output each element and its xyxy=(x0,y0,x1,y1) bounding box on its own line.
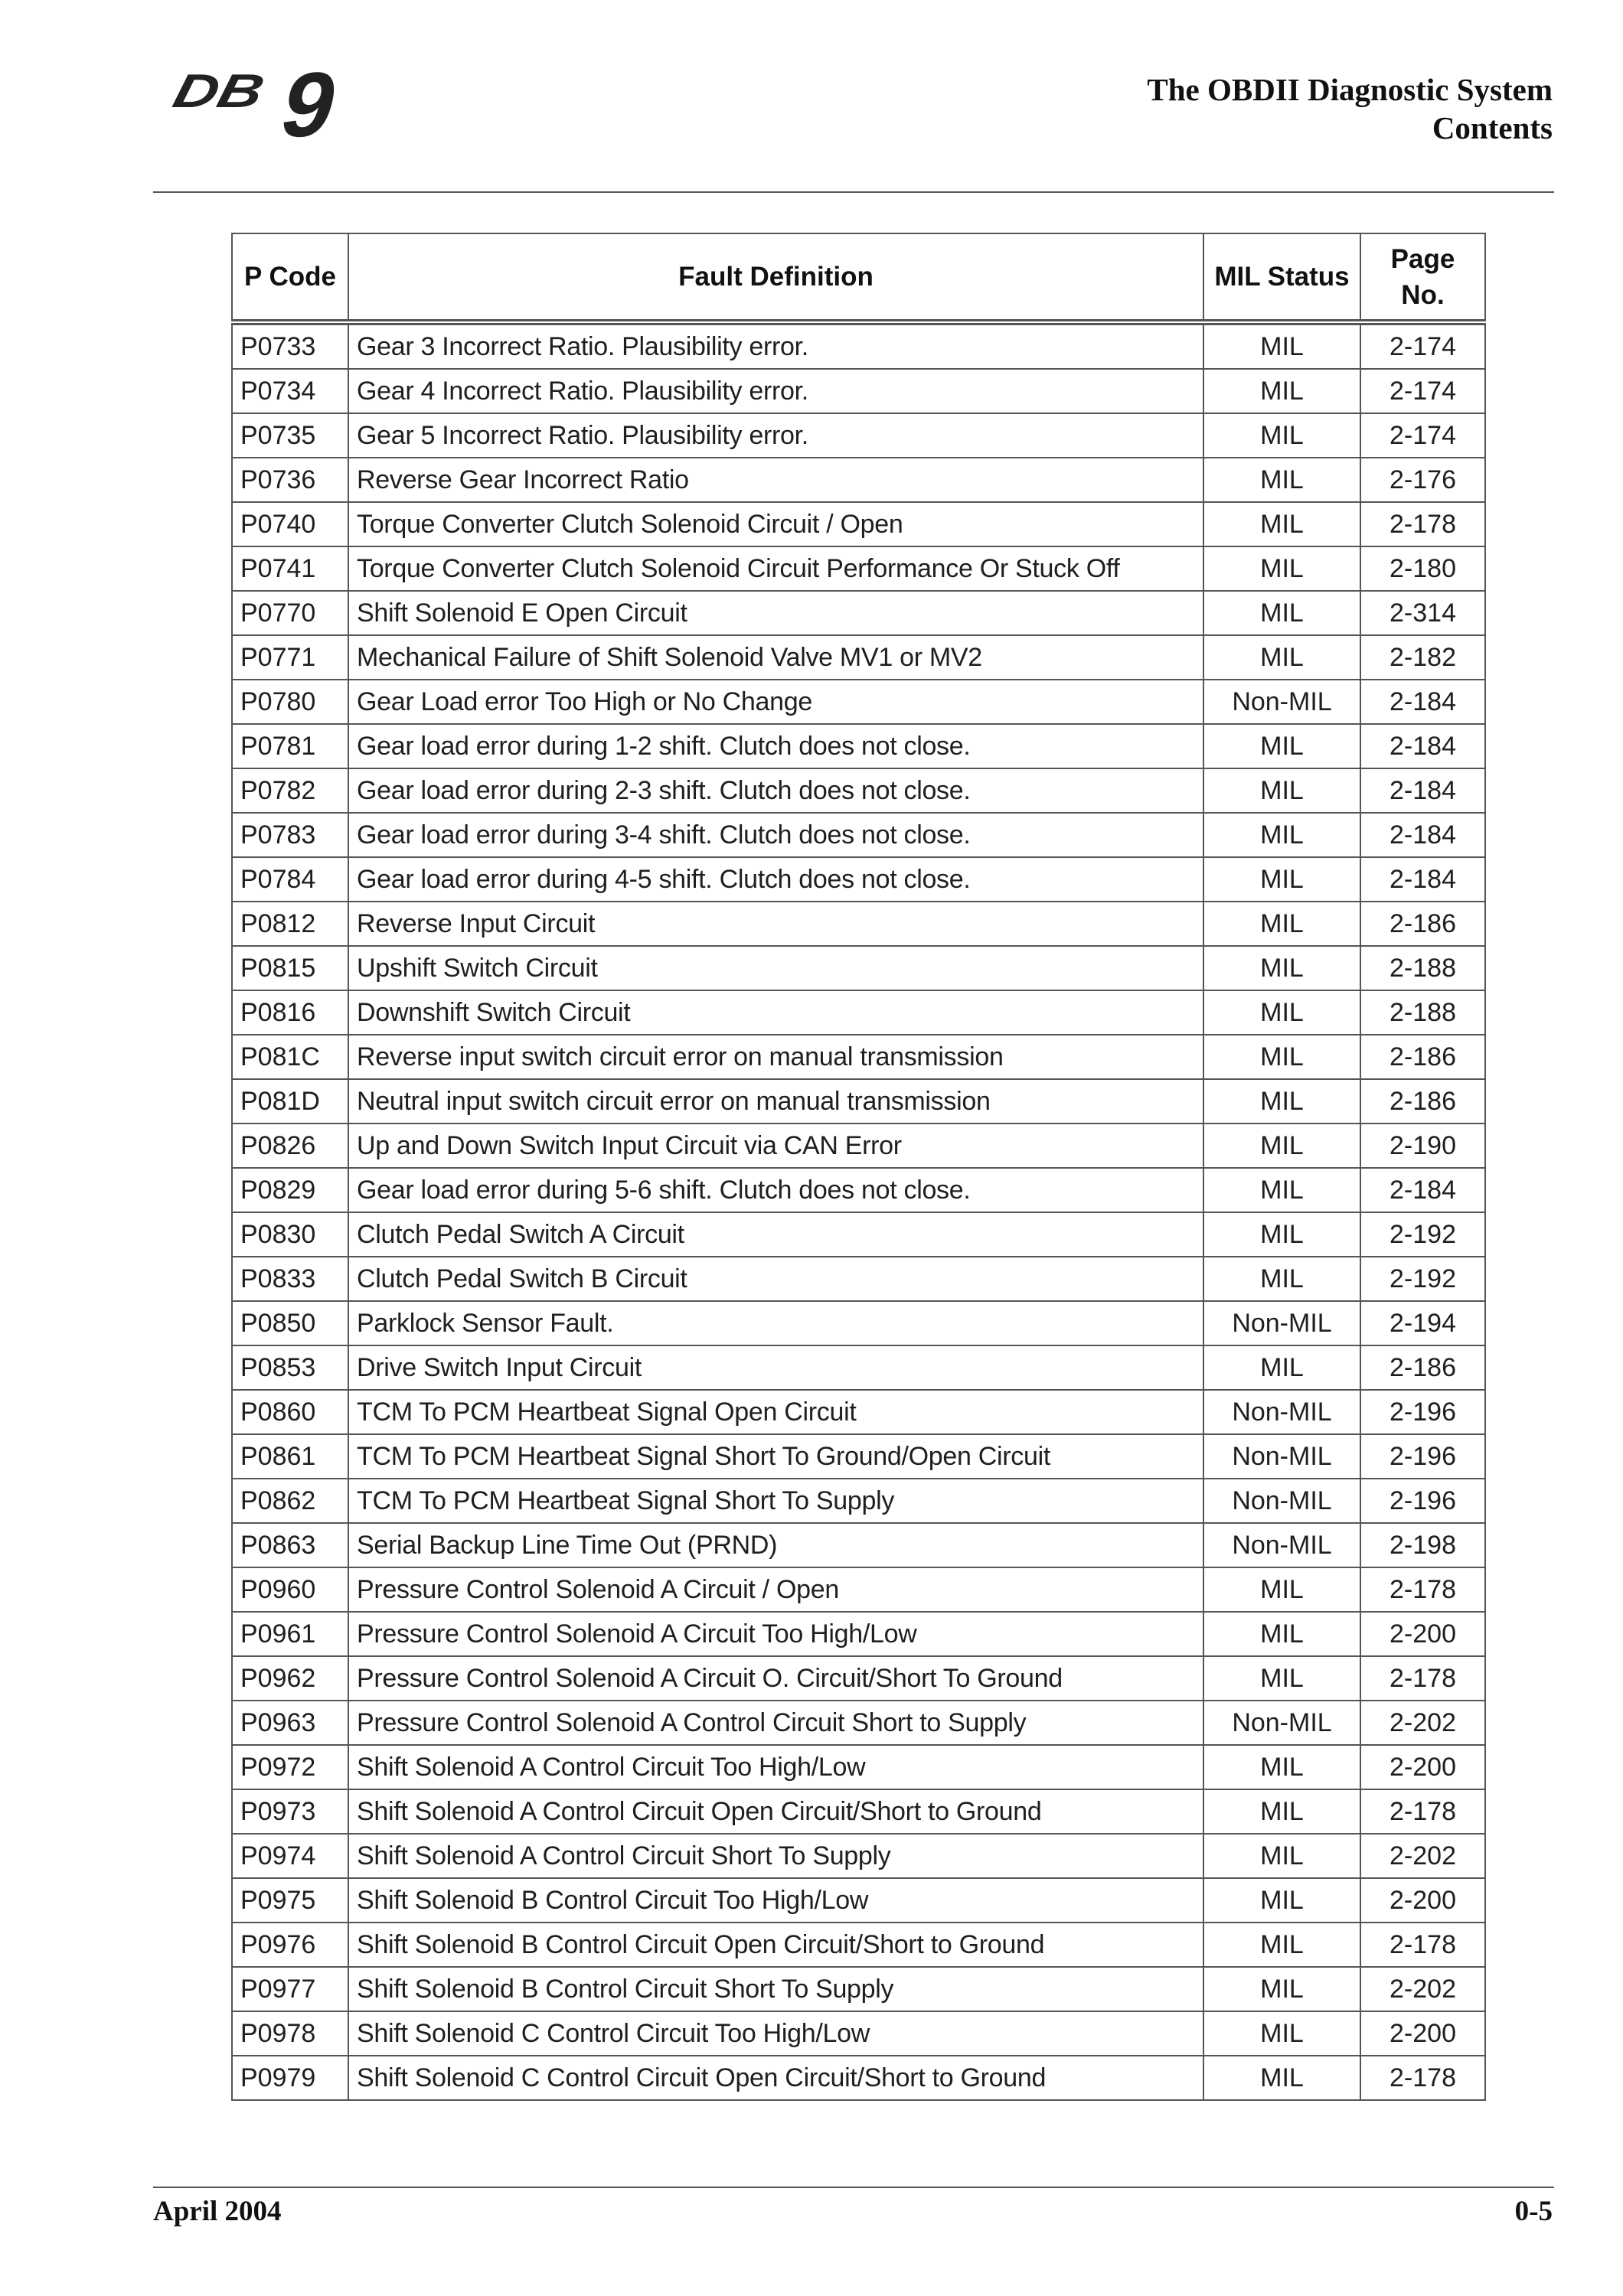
mil-status-cell: Non-MIL xyxy=(1203,1701,1360,1745)
page-number-cell: 2-194 xyxy=(1360,1301,1485,1345)
fault-code-cell: P0734 xyxy=(232,369,348,413)
fault-code-cell: P0733 xyxy=(232,322,348,369)
table-row xyxy=(232,1301,1485,1345)
fault-code-cell: P0976 xyxy=(232,1923,348,1967)
mil-status-cell: MIL xyxy=(1203,1656,1360,1701)
footer-date: April 2004 xyxy=(153,2196,282,2227)
page-number-cell: 2-184 xyxy=(1360,1168,1485,1212)
table-row xyxy=(232,680,1485,724)
column-header-mil: MIL Status xyxy=(1203,233,1360,322)
page-number-cell: 2-186 xyxy=(1360,1345,1485,1390)
page-number-cell: 2-198 xyxy=(1360,1523,1485,1567)
fault-code-cell: P0736 xyxy=(232,458,348,502)
fault-definition-cell: Parklock Sensor Fault. xyxy=(348,1301,1203,1345)
fault-code-cell: P0829 xyxy=(232,1168,348,1212)
table-row xyxy=(232,2011,1485,2056)
fault-definition-cell: Gear load error during 1-2 shift. Clutch does not close. xyxy=(348,724,1203,768)
table-row xyxy=(232,857,1485,902)
mil-status-cell: MIL xyxy=(1203,768,1360,813)
fault-code-cell: P0816 xyxy=(232,990,348,1035)
fault-code-cell: P0977 xyxy=(232,1967,348,2011)
table-row xyxy=(232,546,1485,591)
fault-code-cell: P0853 xyxy=(232,1345,348,1390)
table-row xyxy=(232,413,1485,458)
page-number-cell: 2-202 xyxy=(1360,1701,1485,1745)
fault-code-cell: P0780 xyxy=(232,680,348,724)
table-row xyxy=(232,813,1485,857)
fault-code-cell: P0979 xyxy=(232,2056,348,2100)
mil-status-cell: MIL xyxy=(1203,1923,1360,1967)
page-number-cell: 2-174 xyxy=(1360,322,1485,369)
fault-definition-cell: Neutral input switch circuit error on manual transmission xyxy=(348,1079,1203,1124)
page-number-cell: 2-178 xyxy=(1360,1567,1485,1612)
fault-code-cell: P0861 xyxy=(232,1434,348,1479)
table-row xyxy=(232,1923,1485,1967)
fault-code-cell: P0784 xyxy=(232,857,348,902)
table-row xyxy=(232,1789,1485,1834)
page-number-cell: 2-178 xyxy=(1360,1789,1485,1834)
fault-definition-cell: TCM To PCM Heartbeat Signal Short To Supply xyxy=(348,1479,1203,1523)
fault-code-cell: P0973 xyxy=(232,1789,348,1834)
mil-status-cell: MIL xyxy=(1203,1124,1360,1168)
fault-definition-cell: Shift Solenoid A Control Circuit Short To Supply xyxy=(348,1834,1203,1878)
fault-code-cell: P0826 xyxy=(232,1124,348,1168)
column-header-definition: Fault Definition xyxy=(348,233,1203,322)
table-row xyxy=(232,2056,1485,2100)
fault-definition-cell: Pressure Control Solenoid A Control Circuit Short to Supply xyxy=(348,1701,1203,1745)
header-divider xyxy=(153,191,1554,193)
mil-status-cell: Non-MIL xyxy=(1203,1390,1360,1434)
mil-status-cell: MIL xyxy=(1203,413,1360,458)
page-number-cell: 2-176 xyxy=(1360,458,1485,502)
page-number-cell: 2-188 xyxy=(1360,946,1485,990)
fault-code-cell: P0735 xyxy=(232,413,348,458)
fault-definition-cell: Shift Solenoid A Control Circuit Too High/Low xyxy=(348,1745,1203,1789)
page-number-cell: 2-186 xyxy=(1360,1079,1485,1124)
fault-definition-cell: Shift Solenoid B Control Circuit Open Circuit/Short to Ground xyxy=(348,1923,1203,1967)
fault-definition-cell: Shift Solenoid C Control Circuit Too High/Low xyxy=(348,2011,1203,2056)
table-row xyxy=(232,1124,1485,1168)
mil-status-cell: MIL xyxy=(1203,591,1360,635)
fault-definition-cell: Upshift Switch Circuit xyxy=(348,946,1203,990)
fault-code-cell: P0972 xyxy=(232,1745,348,1789)
column-header-code: P Code xyxy=(232,233,348,322)
fault-code-cell: P0815 xyxy=(232,946,348,990)
fault-code-cell: P0962 xyxy=(232,1656,348,1701)
mil-status-cell: MIL xyxy=(1203,1745,1360,1789)
footer-page-number: 0-5 xyxy=(1514,2196,1553,2227)
column-header-page-line1: Page xyxy=(1390,243,1455,274)
table-row xyxy=(232,768,1485,813)
fault-code-cell: P0863 xyxy=(232,1523,348,1567)
mil-status-cell: MIL xyxy=(1203,1035,1360,1079)
fault-code-cell: P0833 xyxy=(232,1257,348,1301)
fault-definition-cell: Reverse input switch circuit error on manual transmission xyxy=(348,1035,1203,1079)
db9-logo xyxy=(153,61,398,153)
fault-definition-cell: Gear load error during 4-5 shift. Clutch does not close. xyxy=(348,857,1203,902)
table-row xyxy=(232,724,1485,768)
fault-code-cell: P0975 xyxy=(232,1878,348,1923)
page-number-cell: 2-184 xyxy=(1360,680,1485,724)
page-number-cell: 2-180 xyxy=(1360,546,1485,591)
fault-definition-cell: Clutch Pedal Switch B Circuit xyxy=(348,1257,1203,1301)
mil-status-cell: MIL xyxy=(1203,813,1360,857)
fault-code-cell: P0781 xyxy=(232,724,348,768)
fault-code-cell: P0974 xyxy=(232,1834,348,1878)
page-number-cell: 2-202 xyxy=(1360,1967,1485,2011)
footer-divider xyxy=(153,2187,1554,2188)
table-row xyxy=(232,1701,1485,1745)
table-row xyxy=(232,635,1485,680)
table-row xyxy=(232,591,1485,635)
fault-definition-cell: Gear 3 Incorrect Ratio. Plausibility error. xyxy=(348,322,1203,369)
fault-definition-cell: Drive Switch Input Circuit xyxy=(348,1345,1203,1390)
mil-status-cell: Non-MIL xyxy=(1203,1434,1360,1479)
fault-definition-cell: Gear Load error Too High or No Change xyxy=(348,680,1203,724)
page-number-cell: 2-184 xyxy=(1360,857,1485,902)
page-number-cell: 2-202 xyxy=(1360,1834,1485,1878)
fault-code-cell: P0862 xyxy=(232,1479,348,1523)
table-row xyxy=(232,1035,1485,1079)
page-number-cell: 2-186 xyxy=(1360,1035,1485,1079)
page-number-cell: 2-188 xyxy=(1360,990,1485,1035)
fault-definition-cell: Gear 4 Incorrect Ratio. Plausibility error. xyxy=(348,369,1203,413)
document-title: The OBDII Diagnostic System xyxy=(1147,72,1553,107)
mil-status-cell: MIL xyxy=(1203,1345,1360,1390)
fault-definition-cell: Gear load error during 5-6 shift. Clutch does not close. xyxy=(348,1168,1203,1212)
table-header-row xyxy=(232,233,1485,322)
table-row xyxy=(232,1612,1485,1656)
mil-status-cell: MIL xyxy=(1203,1168,1360,1212)
fault-definition-cell: Up and Down Switch Input Circuit via CAN Error xyxy=(348,1124,1203,1168)
page-number-cell: 2-200 xyxy=(1360,1745,1485,1789)
fault-definition-cell: Torque Converter Clutch Solenoid Circuit / Open xyxy=(348,502,1203,546)
table-row xyxy=(232,1834,1485,1878)
mil-status-cell: MIL xyxy=(1203,1612,1360,1656)
page-number-cell: 2-184 xyxy=(1360,768,1485,813)
mil-status-cell: Non-MIL xyxy=(1203,680,1360,724)
mil-status-cell: MIL xyxy=(1203,1967,1360,2011)
mil-status-cell: MIL xyxy=(1203,1257,1360,1301)
page-number-cell: 2-184 xyxy=(1360,724,1485,768)
mil-status-cell: MIL xyxy=(1203,635,1360,680)
mil-status-cell: MIL xyxy=(1203,1789,1360,1834)
fault-definition-cell: Shift Solenoid E Open Circuit xyxy=(348,591,1203,635)
column-header-page xyxy=(1360,233,1485,322)
page-number-cell: 2-196 xyxy=(1360,1390,1485,1434)
table-row xyxy=(232,1168,1485,1212)
svg-text:9: 9 xyxy=(271,61,348,153)
fault-definition-cell: Shift Solenoid A Control Circuit Open Circuit/Short to Ground xyxy=(348,1789,1203,1834)
fault-definition-cell: Gear 5 Incorrect Ratio. Plausibility error. xyxy=(348,413,1203,458)
table-row xyxy=(232,1434,1485,1479)
table-row xyxy=(232,946,1485,990)
table-row xyxy=(232,502,1485,546)
mil-status-cell: MIL xyxy=(1203,369,1360,413)
fault-definition-cell: Torque Converter Clutch Solenoid Circuit Performance Or Stuck Off xyxy=(348,546,1203,591)
mil-status-cell: MIL xyxy=(1203,946,1360,990)
fault-code-cell: P0960 xyxy=(232,1567,348,1612)
table-row xyxy=(232,1079,1485,1124)
fault-code-cell: P0771 xyxy=(232,635,348,680)
page-number-cell: 2-200 xyxy=(1360,1612,1485,1656)
fault-definition-cell: Shift Solenoid B Control Circuit Short To Supply xyxy=(348,1967,1203,2011)
page-number-cell: 2-182 xyxy=(1360,635,1485,680)
document-header xyxy=(1147,70,1553,147)
table-row xyxy=(232,1567,1485,1612)
fault-definition-cell: Gear load error during 3-4 shift. Clutch does not close. xyxy=(348,813,1203,857)
column-header-page-line2: No. xyxy=(1401,279,1445,310)
mil-status-cell: MIL xyxy=(1203,2056,1360,2100)
table-row xyxy=(232,1967,1485,2011)
table-row xyxy=(232,369,1485,413)
fault-definition-cell: Pressure Control Solenoid A Circuit / Open xyxy=(348,1567,1203,1612)
fault-definition-cell: Gear load error during 2-3 shift. Clutch does not close. xyxy=(348,768,1203,813)
table-row xyxy=(232,322,1485,369)
page-number-cell: 2-186 xyxy=(1360,902,1485,946)
fault-definition-cell: Shift Solenoid C Control Circuit Open Circuit/Short to Ground xyxy=(348,2056,1203,2100)
mil-status-cell: MIL xyxy=(1203,1212,1360,1257)
table-row xyxy=(232,1212,1485,1257)
page-number-cell: 2-192 xyxy=(1360,1212,1485,1257)
fault-code-cell: P0741 xyxy=(232,546,348,591)
fault-code-cell: P0830 xyxy=(232,1212,348,1257)
page-number-cell: 2-184 xyxy=(1360,813,1485,857)
table-row xyxy=(232,1345,1485,1390)
table-row xyxy=(232,1878,1485,1923)
fault-rows xyxy=(232,322,1485,2100)
fault-definition-cell: Serial Backup Line Time Out (PRND) xyxy=(348,1523,1203,1567)
page-number-cell: 2-200 xyxy=(1360,1878,1485,1923)
fault-definition-cell: Clutch Pedal Switch A Circuit xyxy=(348,1212,1203,1257)
table-row xyxy=(232,1523,1485,1567)
mil-status-cell: MIL xyxy=(1203,1878,1360,1923)
mil-status-cell: MIL xyxy=(1203,990,1360,1035)
mil-status-cell: MIL xyxy=(1203,902,1360,946)
fault-code-cell: P0978 xyxy=(232,2011,348,2056)
fault-definition-cell: Reverse Gear Incorrect Ratio xyxy=(348,458,1203,502)
page-number-cell: 2-196 xyxy=(1360,1479,1485,1523)
mil-status-cell: MIL xyxy=(1203,1567,1360,1612)
table-row xyxy=(232,1257,1485,1301)
page-number-cell: 2-192 xyxy=(1360,1257,1485,1301)
fault-code-cell: P0783 xyxy=(232,813,348,857)
mil-status-cell: MIL xyxy=(1203,857,1360,902)
page-number-cell: 2-178 xyxy=(1360,1923,1485,1967)
mil-status-cell: MIL xyxy=(1203,458,1360,502)
mil-status-cell: MIL xyxy=(1203,502,1360,546)
table-row xyxy=(232,1479,1485,1523)
table-row xyxy=(232,902,1485,946)
mil-status-cell: MIL xyxy=(1203,546,1360,591)
page-number-cell: 2-178 xyxy=(1360,2056,1485,2100)
fault-definition-cell: Downshift Switch Circuit xyxy=(348,990,1203,1035)
mil-status-cell: MIL xyxy=(1203,1079,1360,1124)
fault-definition-cell: TCM To PCM Heartbeat Signal Open Circuit xyxy=(348,1390,1203,1434)
fault-definition-cell: Pressure Control Solenoid A Circuit O. Circuit/Short To Ground xyxy=(348,1656,1203,1701)
page-number-cell: 2-178 xyxy=(1360,502,1485,546)
fault-code-cell: P0740 xyxy=(232,502,348,546)
fault-definition-cell: Mechanical Failure of Shift Solenoid Valve MV1 or MV2 xyxy=(348,635,1203,680)
fault-definition-cell: TCM To PCM Heartbeat Signal Short To Ground/Open Circuit xyxy=(348,1434,1203,1479)
mil-status-cell: Non-MIL xyxy=(1203,1479,1360,1523)
table-row xyxy=(232,1656,1485,1701)
fault-code-table xyxy=(231,233,1486,2101)
fault-code-cell: P0860 xyxy=(232,1390,348,1434)
table-row xyxy=(232,1390,1485,1434)
page-number-cell: 2-200 xyxy=(1360,2011,1485,2056)
table-row xyxy=(232,990,1485,1035)
svg-text:DB: DB xyxy=(168,64,250,118)
page-number-cell: 2-174 xyxy=(1360,369,1485,413)
page-number-cell: 2-314 xyxy=(1360,591,1485,635)
fault-code-cell: P081C xyxy=(232,1035,348,1079)
fault-definition-cell: Pressure Control Solenoid A Circuit Too High/Low xyxy=(348,1612,1203,1656)
fault-code-cell: P0850 xyxy=(232,1301,348,1345)
mil-status-cell: Non-MIL xyxy=(1203,1301,1360,1345)
fault-code-cell: P0782 xyxy=(232,768,348,813)
fault-code-cell: P0770 xyxy=(232,591,348,635)
mil-status-cell: MIL xyxy=(1203,322,1360,369)
mil-status-cell: MIL xyxy=(1203,2011,1360,2056)
table-row xyxy=(232,1745,1485,1789)
mil-status-cell: MIL xyxy=(1203,724,1360,768)
fault-definition-cell: Shift Solenoid B Control Circuit Too High/Low xyxy=(348,1878,1203,1923)
mil-status-cell: Non-MIL xyxy=(1203,1523,1360,1567)
page-number-cell: 2-196 xyxy=(1360,1434,1485,1479)
fault-definition-cell: Reverse Input Circuit xyxy=(348,902,1203,946)
fault-code-cell: P081D xyxy=(232,1079,348,1124)
fault-code-cell: P0961 xyxy=(232,1612,348,1656)
section-title: Contents xyxy=(1432,110,1553,145)
fault-code-cell: P0963 xyxy=(232,1701,348,1745)
fault-code-cell: P0812 xyxy=(232,902,348,946)
table-row xyxy=(232,458,1485,502)
mil-status-cell: MIL xyxy=(1203,1834,1360,1878)
page-number-cell: 2-178 xyxy=(1360,1656,1485,1701)
page-number-cell: 2-190 xyxy=(1360,1124,1485,1168)
page-number-cell: 2-174 xyxy=(1360,413,1485,458)
